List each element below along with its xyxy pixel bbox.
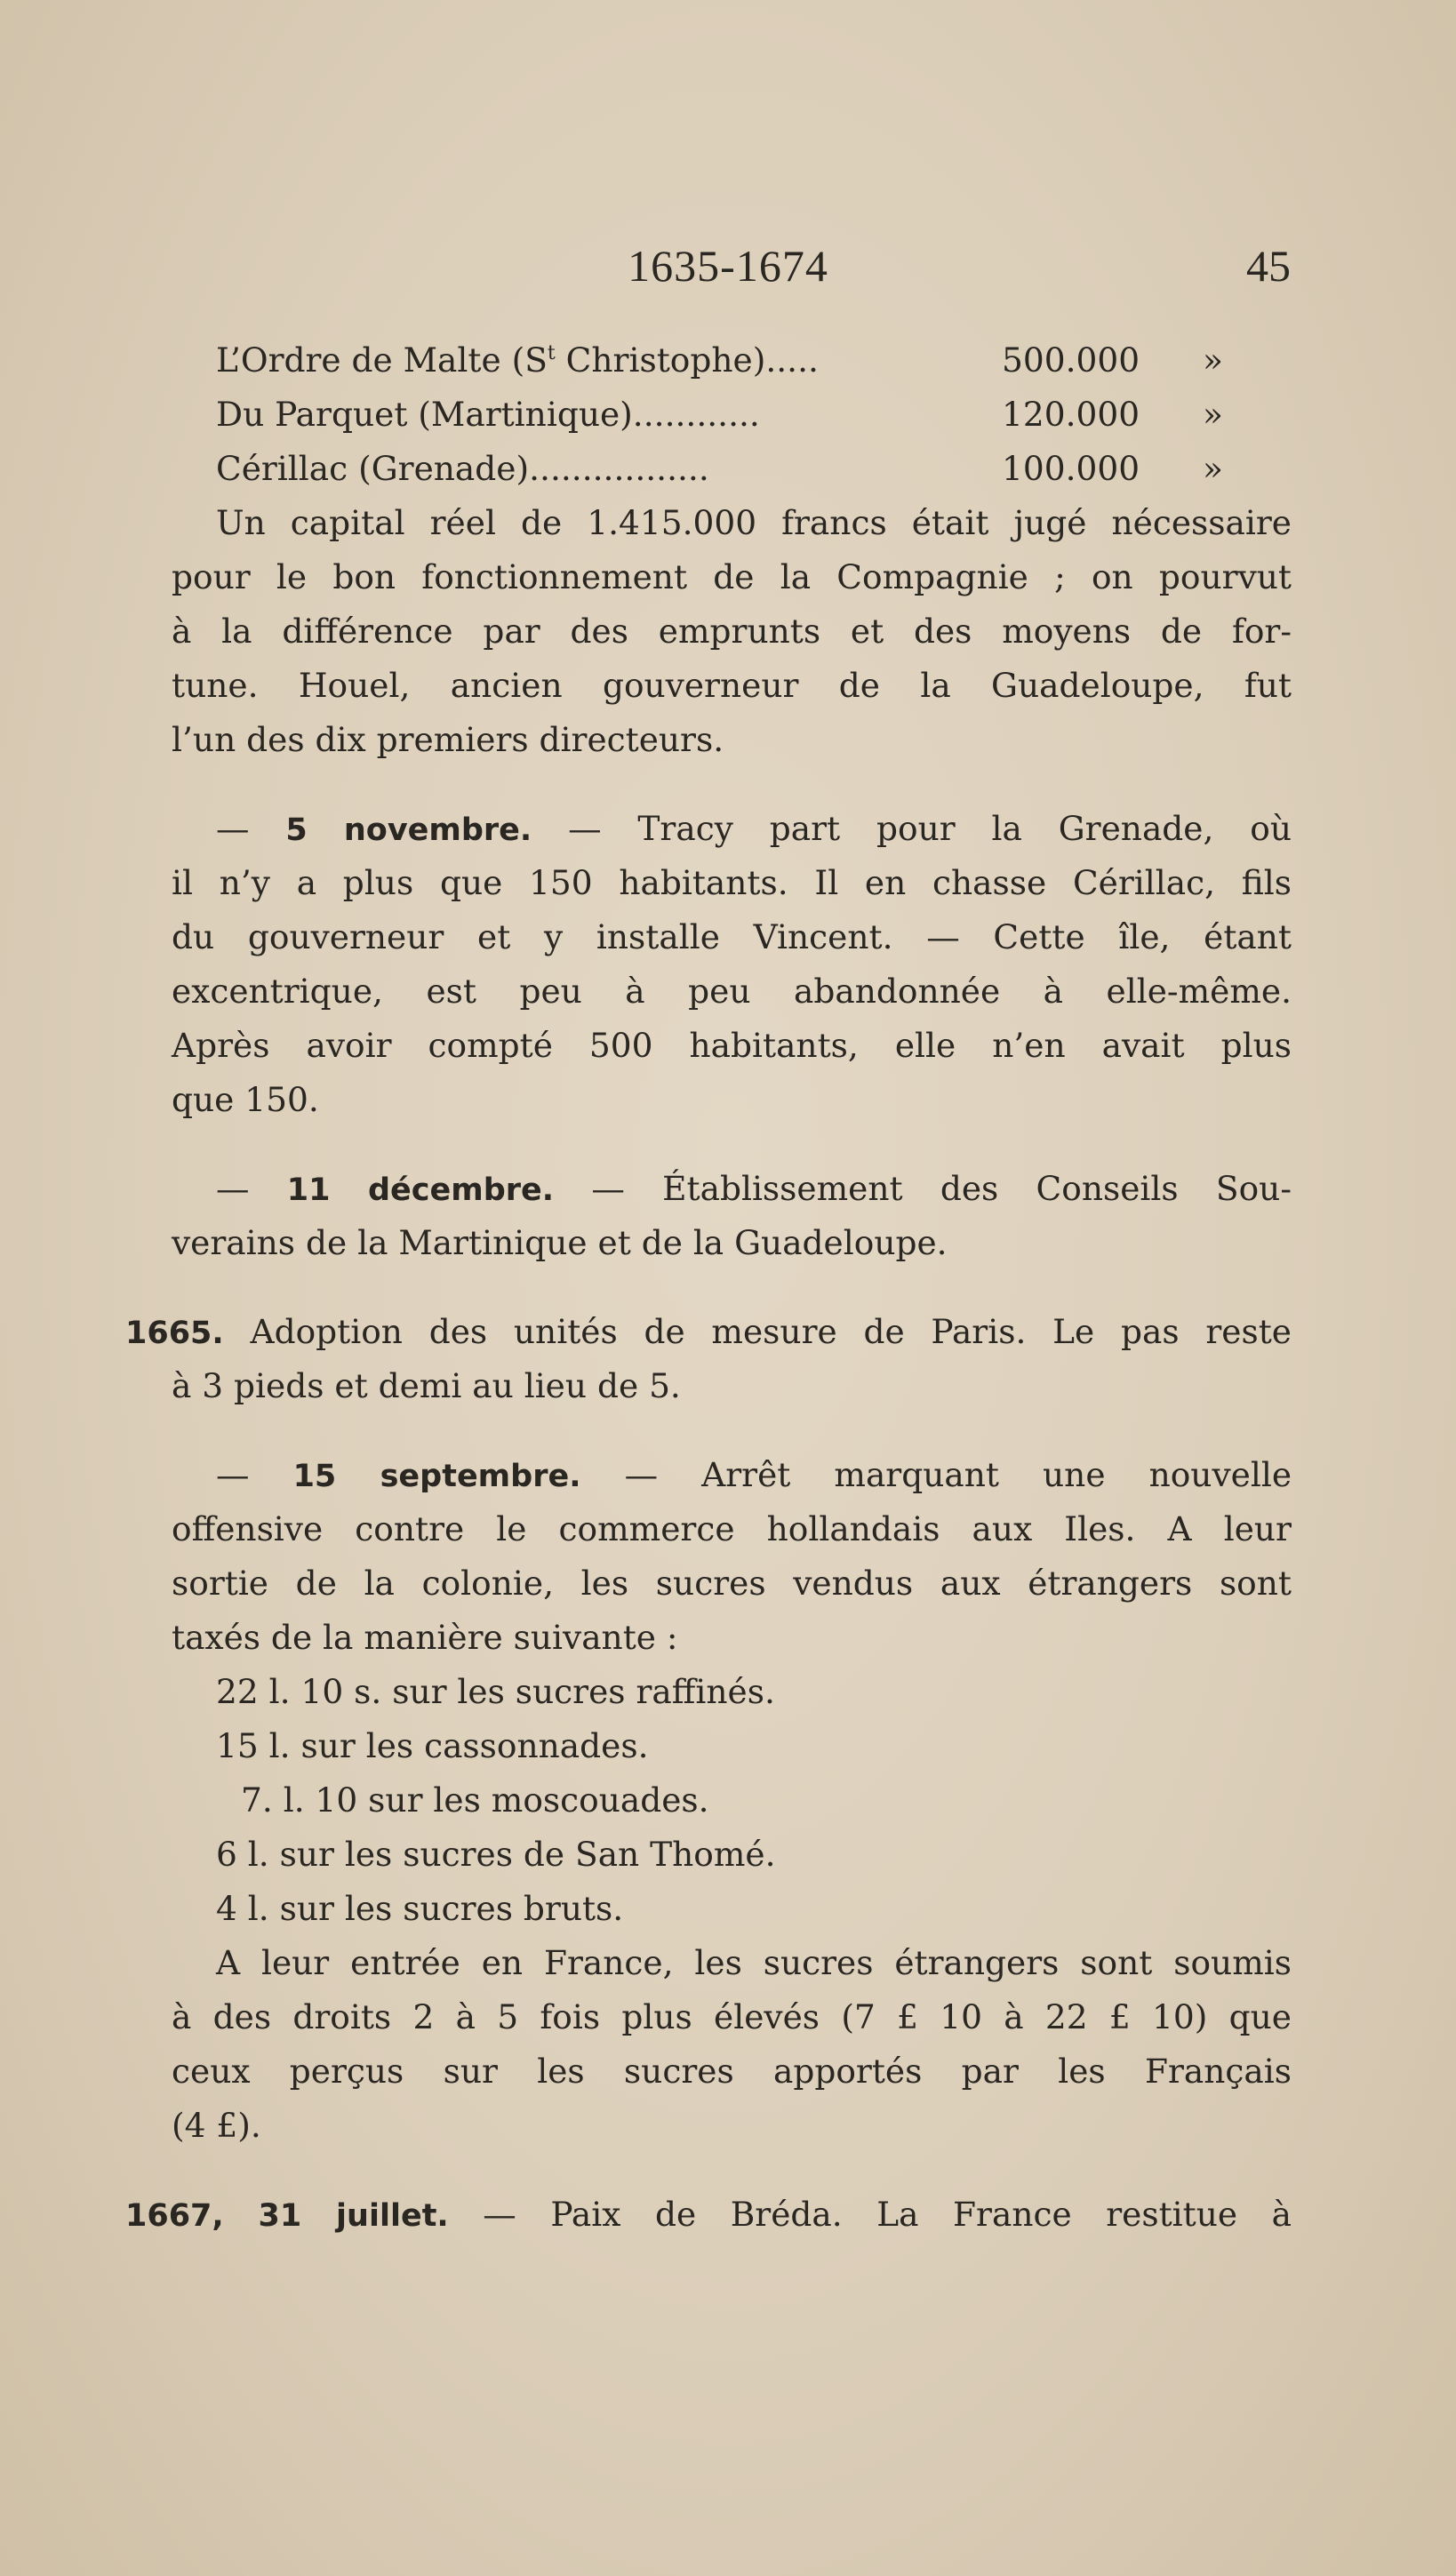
ditto-mark: »	[1203, 395, 1223, 434]
paragraph-line: à la différence par des emprunts et des moyens de for-	[172, 612, 1292, 651]
table-row-amount: 120.000	[1002, 395, 1140, 434]
paragraph-line: à 3 pieds et demi au lieu de 5.	[172, 1366, 681, 1405]
list-item: 15 l. sur les cassonnades.	[216, 1726, 649, 1765]
paragraph-line: A leur entrée en France, les sucres étrangers sont soumis	[216, 1943, 1292, 1982]
entry-first-line: 1665. Adoption des unités de mesure de Paris. Le pas reste	[125, 1312, 1292, 1351]
paragraph-line: du gouverneur et y installe Vincent. — Cette île, étant	[172, 917, 1292, 956]
capital-table	[172, 333, 1292, 496]
capital-paragraph	[172, 496, 1292, 767]
list-item: 7. l. 10 sur les moscouades.	[241, 1780, 709, 1820]
year-1667-entry	[125, 2188, 1292, 2242]
sugar-tax-list	[172, 1665, 1292, 1936]
entry-first-line: — 5 novembre. — Tracy part pour la Grenade, où	[216, 809, 1292, 848]
paragraph-line: (4 £).	[172, 2106, 261, 2145]
table-row-amount: 100.000	[1002, 449, 1140, 488]
table-row-label: Cérillac (Grenade).................	[216, 449, 709, 488]
entry-date: 5 novembre.	[285, 812, 532, 848]
table-row-label: Du Parquet (Martinique)............	[216, 395, 760, 434]
novembre-entry	[172, 802, 1292, 1127]
decembre-entry	[172, 1162, 1292, 1270]
paragraph-line: que 150.	[172, 1080, 319, 1119]
entry-date: 15 septembre.	[292, 1459, 581, 1494]
paragraph-line: excentrique, est peu à peu abandonnée à elle-même.	[172, 972, 1292, 1011]
table-row	[172, 333, 1292, 388]
table-row	[172, 442, 1292, 496]
page-body	[125, 333, 1292, 2242]
paragraph-line: Après avoir compté 500 habitants, elle n’en avait plus	[172, 1026, 1292, 1065]
ditto-mark: »	[1203, 449, 1223, 488]
table-row	[172, 388, 1292, 442]
year-1665-entry	[125, 1305, 1292, 1413]
paragraph-line: pour le bon fonctionnement de la Compagnie ; on pourvut	[172, 557, 1292, 596]
paragraph-line: à des droits 2 à 5 fois plus élevés (7 £ 10 à 22 £ 10) que	[172, 1997, 1292, 2036]
entry-year: 1667, 31 juillet.	[125, 2198, 449, 2234]
paragraph-line: tune. Houel, ancien gouverneur de la Guadeloupe, fut	[172, 666, 1292, 705]
entry-first-line: — 15 septembre. — Arrêt marquant une nouvelle	[216, 1455, 1292, 1494]
ditto-mark: »	[1203, 340, 1223, 380]
paragraph-line: taxés de la manière suivante :	[172, 1618, 678, 1657]
entree-paragraph	[172, 1936, 1292, 2153]
paragraph-line: ceux perçus sur les sucres apportés par les Français	[172, 2052, 1292, 2091]
paragraph-line: il n’y a plus que 150 habitants. Il en chasse Cérillac, fils	[172, 863, 1292, 902]
table-row-label: L’Ordre de Malte ($S^t$ Christophe).....	[216, 340, 819, 380]
paragraph-line: l’un des dix premiers directeurs.	[172, 720, 724, 759]
entry-first-line: 1667, 31 juillet. — Paix de Bréda. La France restitue à	[125, 2195, 1292, 2234]
paragraph-line: offensive contre le commerce hollandais aux Iles. A leur	[172, 1509, 1292, 1548]
list-item: 6 l. sur les sucres de San Thomé.	[216, 1835, 776, 1874]
list-item: 4 l. sur les sucres bruts.	[216, 1889, 624, 1928]
entry-date: 11 décembre.	[286, 1172, 555, 1208]
running-header-title: 1635-1674	[628, 241, 828, 291]
entry-year: 1665.	[125, 1316, 224, 1351]
list-item: 22 l. 10 s. sur les sucres raffinés.	[216, 1672, 775, 1711]
entry-first-line: — 11 décembre. — Établissement des Conseils Sou-	[216, 1169, 1292, 1208]
table-row-amount: 500.000	[1002, 340, 1140, 380]
septembre-entry	[172, 1448, 1292, 1665]
paragraph-line: verains de la Martinique et de la Guadeloupe.	[172, 1223, 948, 1262]
paragraph-line: sortie de la colonie, les sucres vendus aux étrangers sont	[172, 1564, 1292, 1603]
page-number: 45	[1246, 241, 1291, 291]
paragraph-line: Un capital réel de 1.415.000 francs était jugé nécessaire	[216, 503, 1292, 542]
